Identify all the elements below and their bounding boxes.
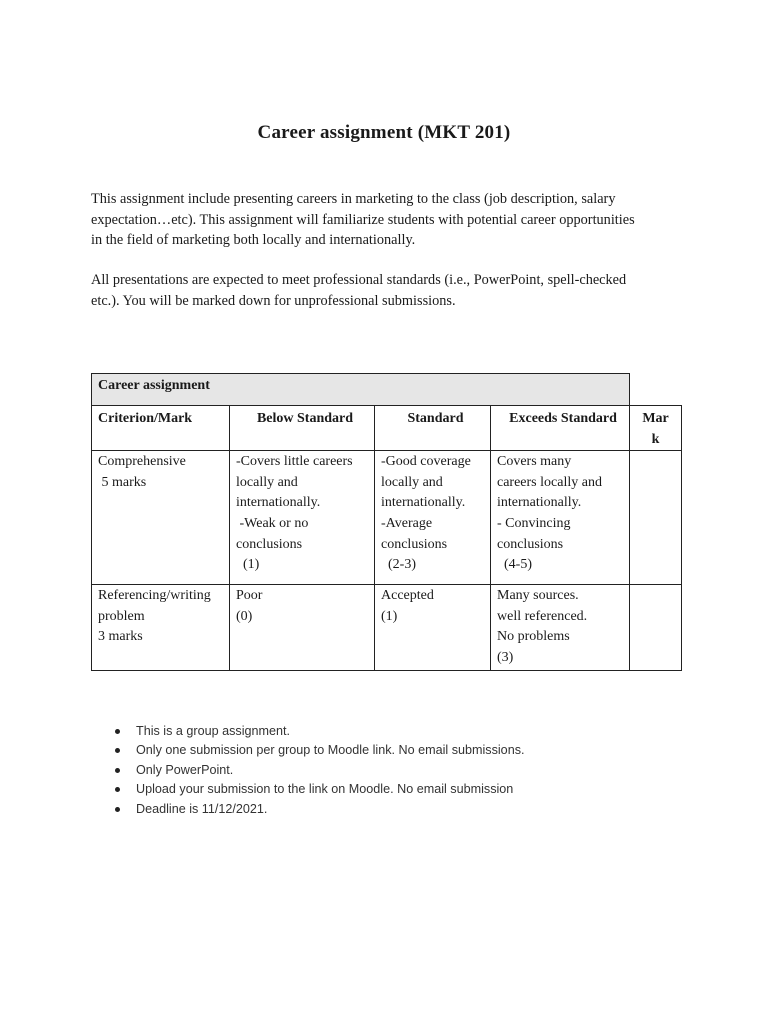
cell-text: -Covers little careers [236,454,353,470]
header-criterion: Criterion/Mark [92,406,230,451]
list-item [111,741,525,760]
list-item [111,722,525,741]
cell-text: -Average [381,515,433,531]
rubric-table-wrapper [91,373,681,670]
exceeds-standard-cell [491,451,630,585]
cell-text: Covers many [497,454,572,470]
list-item-text: This is a group assignment. [136,724,290,738]
bullet-icon [115,748,120,753]
cell-text: Comprehensive [98,454,186,470]
cell-text: conclusions [497,536,564,552]
list-item-text: Only one submission per group to Moodle link. No email submissions. [136,743,525,758]
rubric-row-comprehensive [92,451,682,585]
header-standard: Standard [375,406,491,451]
cell-text: 3 marks [98,629,143,645]
cell-text: (0) [236,608,253,624]
header-mark: Mar k [630,406,682,451]
cell-text: conclusions [381,536,448,552]
cell-text: (2-3) [381,557,416,573]
cell-text: internationally. [497,495,582,511]
bullet-icon [115,768,120,773]
mark-cell [630,451,682,585]
cell-text: 5 marks [98,474,147,490]
below-standard-cell [230,451,375,585]
rubric-table [91,373,682,671]
intro-paragraph: This assignment include presenting careers in marketing to the class (job description, salary expectation…etc). This assignment will familiarize students with potential career opportunities in the field of marketing both locally and internationally. [91,191,635,249]
cell-text: (1) [236,557,260,573]
cell-text: Accepted [381,588,434,604]
mark-cell [630,585,682,671]
cell-text: problem [98,608,145,624]
cell-text: No problems [497,629,570,645]
instructions-list [111,722,525,819]
list-item [111,800,525,819]
cell-text: internationally. [381,495,466,511]
bullet-icon [115,787,120,792]
list-item-text: Upload your submission to the link on Moodle. No email submission [136,782,514,797]
rubric-row-referencing [92,585,682,671]
rubric-caption: Career assignment [92,374,630,406]
cell-text: conclusions [236,536,303,552]
standard-cell [375,585,491,671]
document-title: Career assignment (MKT 201) [257,122,511,143]
cell-text: Poor [236,588,263,604]
rubric-caption-blank [630,374,682,406]
cell-text: (4-5) [497,557,532,573]
criterion-cell [92,585,230,671]
rubric-caption-row [92,374,682,406]
cell-text: (3) [497,649,514,665]
standard-cell [375,451,491,585]
standards-paragraph: All presentations are expected to meet professional standards (i.e., PowerPoint, spell-checked etc.). You will be marked down for unprofessional submissions. [91,272,627,309]
list-item-text: Deadline is 11/12/2021. [136,801,268,816]
header-below-standard: Below Standard [230,406,375,451]
below-standard-cell [230,585,375,671]
cell-text: Many sources. [497,588,579,604]
criterion-cell [92,451,230,585]
cell-text: (1) [381,608,398,624]
bullet-icon [115,807,120,812]
cell-text: locally and [381,474,443,490]
list-item [111,761,525,780]
cell-text: locally and [236,474,298,490]
cell-text: -Good coverage [381,454,471,470]
list-item [111,780,525,799]
cell-text: internationally. [236,495,321,511]
rubric-header-row [92,406,682,451]
cell-text: careers locally and [497,474,602,490]
cell-text: - Convincing [497,515,571,531]
list-item-text: Only PowerPoint. [136,762,234,777]
bullet-icon [115,729,120,734]
cell-text: Referencing/writing [98,588,211,604]
header-exceeds-standard: Exceeds Standard [491,406,630,451]
cell-text: well referenced. [497,608,588,624]
exceeds-standard-cell [491,585,630,671]
cell-text: -Weak or no [236,515,309,531]
